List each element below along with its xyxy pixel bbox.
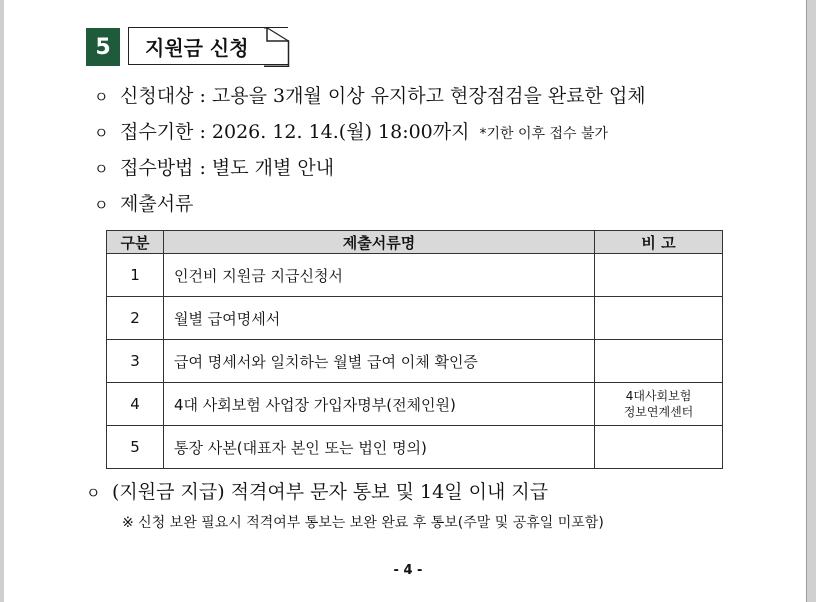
document-name: 인건비 지원금 지급신청서 [164,254,595,297]
bullet-marker: ㅇ [94,88,109,106]
method-text: 접수방법 : 별도 개별 안내 [120,157,335,179]
closing-bullet [86,477,548,504]
table-row [107,297,723,340]
table-row [107,426,723,469]
remark-note: ※ 신청 보완 필요시 적격여부 통보는 보완 완료 후 통보(주말 및 공휴일 미포함) [122,515,604,531]
header-remarks: 비 고 [595,231,723,254]
table-header-row [107,231,723,254]
bullet-marker: ㅇ [86,484,101,502]
row-remark [595,340,723,383]
bullet-method [94,153,334,180]
bullet-marker: ㅇ [94,196,109,214]
row-number: 4 [107,383,164,426]
page-number: - 4 - [393,563,423,578]
bullet-deadline [94,117,608,144]
row-remark [595,254,723,297]
document-name: 통장 사본(대표자 본인 또는 법인 명의) [164,426,595,469]
document-name: 월별 급여명세서 [164,297,595,340]
table-row [107,254,723,297]
row-remark: 4대사회보험 정보연계센터 [595,383,723,426]
header-document-name: 제출서류명 [164,231,595,254]
section-number-badge: 5 [86,28,120,66]
bullet-marker: ㅇ [94,160,109,178]
table-row [107,340,723,383]
section-title: 지원금 신청 [128,27,288,65]
deadline-text: 접수기한 : 2026. 12. 14.(월) 18:00까지 [120,121,470,143]
header-category: 구분 [107,231,164,254]
deadline-note: *기한 이후 접수 불가 [479,126,609,142]
page-frame-left [0,0,4,602]
folded-corner-icon [264,27,290,67]
table-row [107,383,723,426]
row-number: 3 [107,340,164,383]
document-name: 급여 명세서와 일치하는 월별 급여 이체 확인증 [164,340,595,383]
documents-text: 제출서류 [120,193,194,215]
row-remark [595,297,723,340]
row-remark [595,426,723,469]
row-number: 5 [107,426,164,469]
row-number: 2 [107,297,164,340]
documents-table [106,230,723,469]
payment-text: (지원금 지급) 적격여부 문자 통보 및 14일 이내 지급 [112,481,549,503]
scrollbar[interactable] [806,0,816,602]
row-number: 1 [107,254,164,297]
document-name: 4대 사회보험 사업장 가입자명부(전체인원) [164,383,595,426]
bullet-documents [94,189,193,216]
eligibility-text: 신청대상 : 고용을 3개월 이상 유지하고 현장점검을 완료한 업체 [120,85,646,107]
bullet-marker: ㅇ [94,124,109,142]
bullet-eligibility [94,81,646,108]
